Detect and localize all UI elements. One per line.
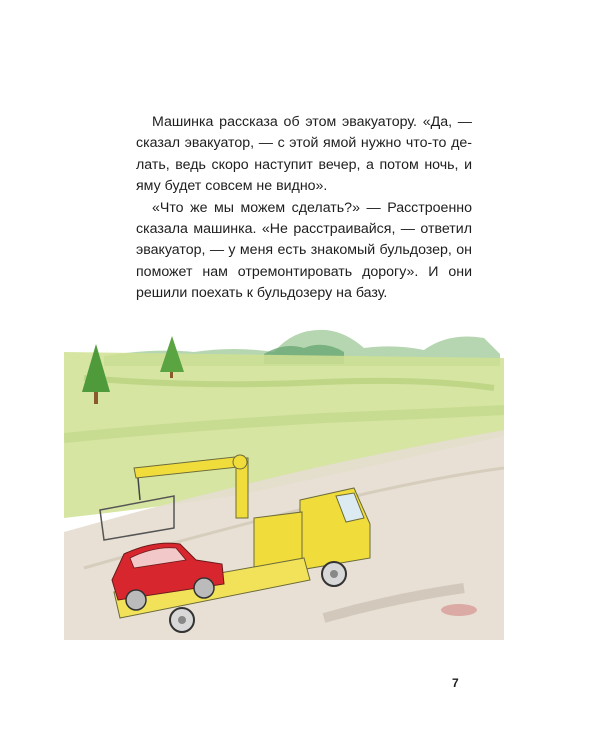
story-paragraph: Машинка рассказа об этом эвакуатору. «Да, — сказал эвакуатор, — с этой ямой нужно что-то делать, ведь скоро наступит вечер, а потом ночь, и яму будет совсем не видно». [136, 114, 472, 195]
story-paragraph: «Что же мы можем сделать?» — Расстроенно сказала машинка. «Не расстраивайся, — ответил эвакуатор, — у меня есть знакомый бульдозер, он поможет нам отремонтировать дорогу». И они решили поехать к бульдозеру на базу. [136, 199, 472, 302]
page-number: 7 [452, 676, 459, 690]
story-text [136, 112, 472, 305]
tow-truck-illustration [64, 318, 504, 640]
